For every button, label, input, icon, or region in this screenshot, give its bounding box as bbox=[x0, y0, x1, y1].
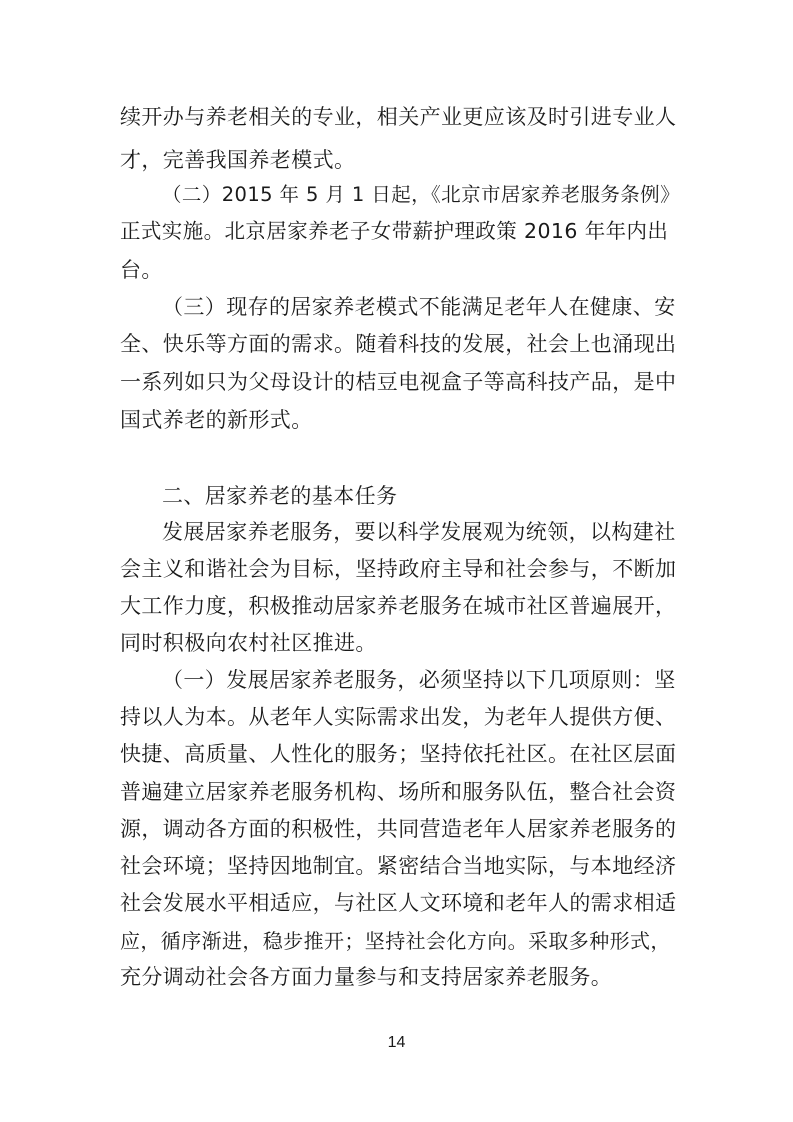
text-line: 全、快乐等方面的需求。随着科技的发展，社会上也涌现出 bbox=[120, 332, 677, 356]
text-line: 社会发展水平相适应，与社区人文环境和老年人的需求相适 bbox=[120, 891, 677, 915]
text-line: 快捷、高质量、人性化的服务；坚持依托社区。在社区层面 bbox=[120, 742, 677, 766]
paragraph-first-line: （一）发展居家养老服务，必须坚持以下几项原则：坚 bbox=[162, 668, 676, 692]
text-line: 一系列如只为父母设计的桔豆电视盒子等高科技产品，是中 bbox=[120, 370, 677, 394]
text-line: 正式实施。北京居家养老子女带薪护理政策 2016 年年内出 bbox=[120, 219, 669, 243]
text-line: 源，调动各方面的积极性，共同营造老年人居家养老服务的 bbox=[120, 817, 677, 841]
text-line: 大工作力度，积极推动居家养老服务在城市社区普遍展开， bbox=[120, 594, 677, 618]
text-line: 持以人为本。从老年人实际需求出发，为老年人提供方便、 bbox=[120, 705, 677, 729]
text-line: 普遍建立居家养老服务机构、场所和服务队伍，整合社会资 bbox=[120, 780, 677, 804]
text-line: 才，完善我国养老模式。 bbox=[120, 148, 356, 172]
text-line: 应，循序渐进，稳步推开；坚持社会化方向。采取多种形式， bbox=[120, 929, 671, 953]
paragraph-first-line: （三）现存的居家养老模式不能满足老年人在健康、安 bbox=[162, 295, 676, 319]
text-line: 国式养老的新形式。 bbox=[120, 408, 313, 432]
text-line: 充分调动社会各方面力量参与和支持居家养老服务。 bbox=[120, 965, 613, 989]
text-line: 同时积极向农村社区推进。 bbox=[120, 631, 377, 655]
text-line: 会主义和谐社会为目标，坚持政府主导和社会参与，不断加 bbox=[120, 557, 677, 581]
paragraph-first-line: （二）2015 年 5 月 1 日起，《北京市居家养老服务条例》 bbox=[162, 183, 680, 206]
paragraph-first-line: 发展居家养老服务，要以科学发展观为统领，以构建社 bbox=[162, 520, 676, 544]
page-number: 14 bbox=[387, 1034, 406, 1051]
text-line: 台。 bbox=[120, 258, 163, 282]
text-line: 社会环境；坚持因地制宜。紧密结合当地实际，与本地经济 bbox=[120, 854, 677, 878]
text-line: 续开办与养老相关的专业，相关产业更应该及时引进专业人 bbox=[120, 105, 677, 129]
section-heading: 二、居家养老的基本任务 bbox=[162, 484, 398, 508]
